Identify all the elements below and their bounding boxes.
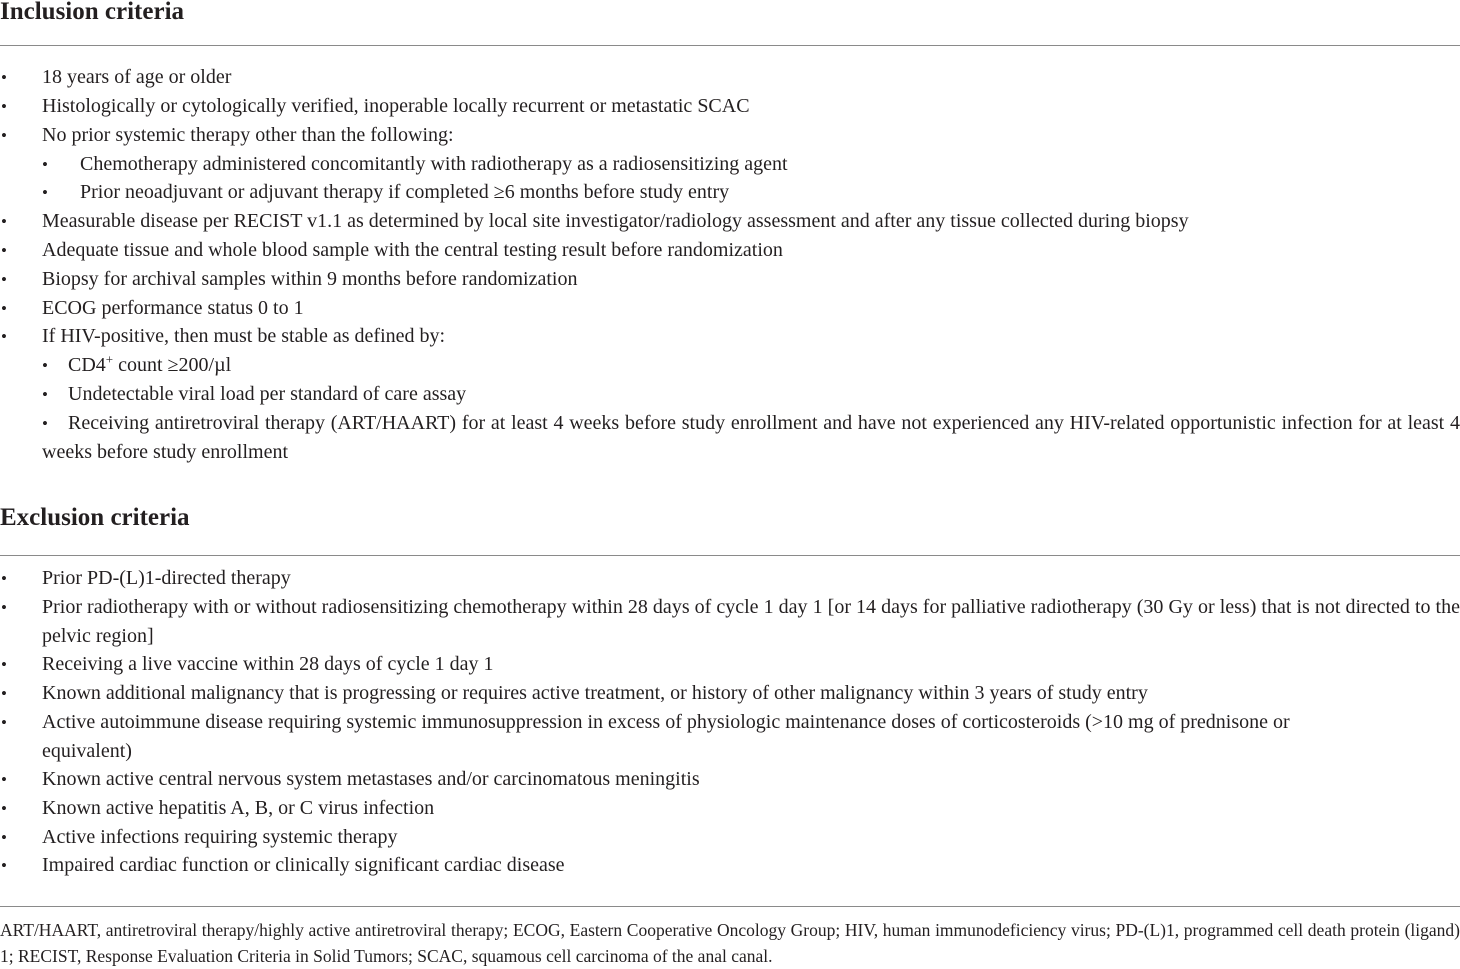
item-text (68, 351, 1460, 380)
item-text: Impaired cardiac function or clinically significant cardiac disease (42, 854, 565, 876)
item-text-superscript: + (105, 351, 114, 367)
item-text: ECOG performance status 0 to 1 (42, 297, 304, 319)
bullet: • (1, 713, 7, 732)
bullet: • (1, 856, 7, 875)
item-text: No prior systemic therapy other than the following: (42, 124, 454, 146)
item-text: Prior neoadjuvant or adjuvant therapy if completed ≥6 months before study entry (80, 181, 730, 203)
bullet: • (1, 655, 7, 674)
item-text: If HIV-positive, then must be stable as defined by: (42, 325, 446, 347)
item-text: Active infections requiring systemic therapy (42, 826, 398, 848)
bullet: • (42, 385, 48, 404)
item-text: Known active central nervous system metastases and/or carcinomatous meningitis (42, 768, 700, 790)
item-text: Prior PD-(L)1-directed therapy (42, 567, 291, 589)
item-text-main: CD4 (68, 354, 106, 376)
exclusion-heading: Exclusion criteria (0, 504, 190, 531)
exclusion-divider (0, 555, 1460, 556)
bullet: • (1, 241, 7, 260)
item-text: Prior radiotherapy with or without radiosensitizing chemotherapy within 28 days of cycle 1 day 1 [or 14 days for palliative radiotherapy (30 Gy or less) that is not directed to the pelvic region] (42, 596, 1460, 647)
footnote-divider (0, 906, 1460, 907)
inclusion-heading: Inclusion criteria (0, 0, 185, 25)
bullet: • (1, 770, 7, 789)
bullet: • (42, 155, 48, 174)
bullet: • (1, 598, 7, 617)
bullet: • (1, 212, 7, 231)
bullet: • (1, 68, 7, 87)
bullet: • (1, 684, 7, 703)
bullet: • (42, 183, 48, 202)
bullet: • (1, 799, 7, 818)
item-text: 18 years of age or older (42, 66, 232, 88)
bullet: • (42, 414, 48, 433)
bullet: • (1, 299, 7, 318)
bullet: • (42, 356, 48, 375)
item-text: Known active hepatitis A, B, or C virus infection (42, 797, 435, 819)
item-text: Histologically or cytologically verified, inoperable locally recurrent or metastatic SCAC (42, 95, 750, 117)
item-text: Known additional malignancy that is progressing or requires active treatment, or history of other malignancy within 3 years of study entry (42, 682, 1148, 704)
footnote: ART/HAART, antiretroviral therapy/highly active antiretroviral therapy; ECOG, Eastern Cooperative Oncology Group; HIV, human immunodeficiency virus; PD-(L)1, programmed cell death protein (ligand) 1; RECIST, Response Evaluation Criteria in Solid Tumors; SCAC, squamous cell carcinoma of the anal canal. (0, 920, 1460, 966)
item-text: Undetectable viral load per standard of care assay (68, 383, 467, 405)
bullet: • (1, 270, 7, 289)
item-text-rest: count ≥200/µl (113, 354, 232, 376)
item-text: Receiving antiretroviral therapy (ART/HAART) for at least 4 weeks before study enrollment and have not experienced any HIV-related opportunistic infection for at least 4 weeks before study enrollment (42, 412, 1460, 463)
item-text: Measurable disease per RECIST v1.1 as determined by local site investigator/radiology assessment and after any tissue collected during biopsy (42, 210, 1189, 232)
bullet: • (1, 327, 7, 346)
item-text: Chemotherapy administered concomitantly with radiotherapy as a radiosensitizing agent (80, 153, 788, 175)
item-text: Receiving a live vaccine within 28 days of cycle 1 day 1 (42, 653, 494, 675)
bullet: • (1, 97, 7, 116)
item-text: Adequate tissue and whole blood sample with the central testing result before randomization (42, 239, 783, 261)
bullet: • (1, 569, 7, 588)
bullet: • (1, 828, 7, 847)
item-text: Biopsy for archival samples within 9 months before randomization (42, 268, 578, 290)
bullet: • (1, 126, 7, 145)
item-text: Active autoimmune disease requiring systemic immunosuppression in excess of physiologic maintenance doses of corticosteroids (>10 mg of prednisone or equivalent) (42, 711, 1290, 762)
inclusion-divider (0, 45, 1460, 46)
